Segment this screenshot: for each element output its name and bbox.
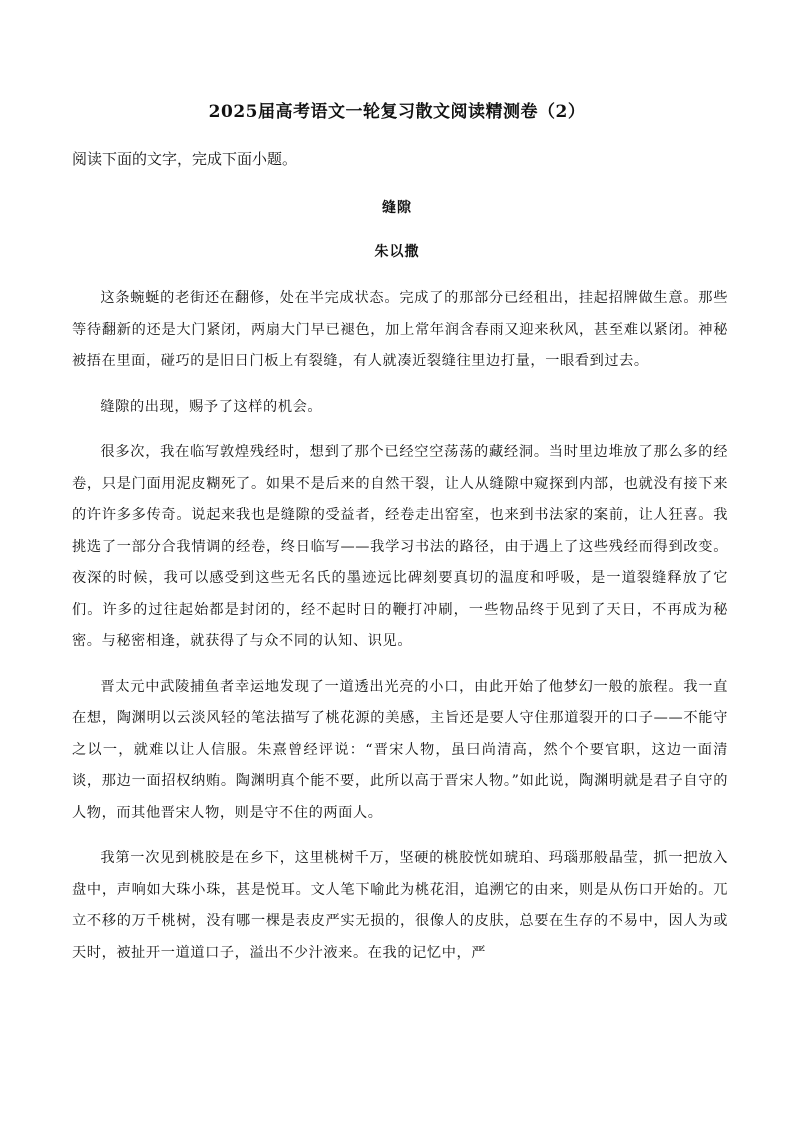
essay-paragraph-3: 很多次，我在临写敦煌残经时，想到了那个已经空空荡荡的藏经洞。当时里边堆放了那么多的经卷，只是门面用泥皮糊死了。如果不是后来的自然干裂，让人从缝隙中窥探到内部，也就没有接下来的许许多多传奇。说起来我也是缝隙的受益者，经卷走出窑室，也来到书法家的案前，让人狂喜。我挑选了一部分合我情调的经卷，终日临写——我学习书法的路径，由于遇上了这些残经而得到改变。夜深的时候，我可以感受到这些无名氏的墨迹远比碑刻要真切的温度和呼吸，是一道裂缝释放了它们。许多的过往起始都是封闭的，经不起时日的鞭打冲刷，一些物品终于见到了天日，不再成为秘密。与秘密相逢，就获得了与众不同的认知、识见。: [72, 444, 728, 649]
essay-body: [72, 283, 728, 983]
essay-paragraph-4: 晋太元中武陵捕鱼者幸运地发现了一道透出光亮的小口，由此开始了他梦幻一般的旅程。我一直在想，陶渊明以云淡风轻的笔法描写了桃花源的美感，主旨还是要人守住那道裂开的口子——不能守之以一，就难以让人信服。朱熹曾经评说：“晋宋人物，虽曰尚清高，然个个要官职，这边一面清谈，那边一面招权纳贿。陶渊明真个能不要，此所以高于晋宋人物。”如此说，陶渊明就是君子自守的人物，而其他晋宋人物，则是守不住的两面人。: [72, 678, 728, 821]
reading-instruction: 阅读下面的文字，完成下面小题。: [72, 150, 298, 168]
page-title: 2025届高考语文一轮复习散文阅读精测卷（2）: [208, 102, 586, 122]
essay-title: 缝隙: [382, 200, 412, 216]
essay-author: 朱以撒: [374, 244, 420, 260]
essay-paragraph-2: 缝隙的出现，赐予了这样的机会。: [100, 398, 323, 415]
essay-paragraph-5: 我第一次见到桃胶是在乡下，这里桃树千万，坚硬的桃胶恍如琥珀、玛瑙那般晶莹，抓一把放入盘中，声响如大珠小珠，甚是悦耳。文人笔下喻此为桃花泪，追溯它的由来，则是从伤口开始的。兀立不移的万千桃树，没有哪一棵是表皮严实无损的，很像人的皮肤，总要在生存的不易中，因人为或天时，被扯开一道道口子，溢出不少汁液来。在我的记忆中，严: [72, 850, 728, 961]
essay-paragraph-1: 这条蜿蜒的老街还在翻修，处在半完成状态。完成了的那部分已经租出，挂起招牌做生意。那些等待翻新的还是大门紧闭，两扇大门早已褪色，加上常年润含春雨又迎来秋风，甚至难以紧闭。神秘被捂在里面，碰巧的是旧日门板上有裂缝，有人就凑近裂缝往里边打量，一眼看到过去。: [72, 290, 728, 369]
